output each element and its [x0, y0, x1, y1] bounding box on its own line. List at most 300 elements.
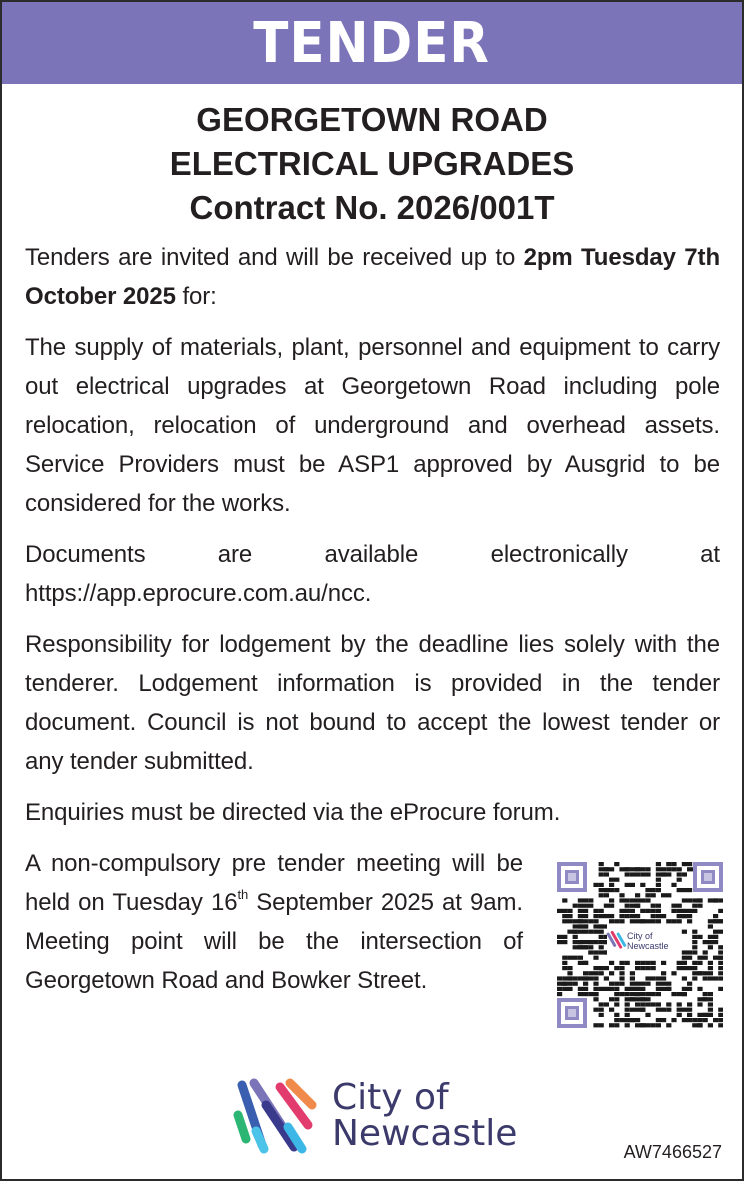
qr-module [578, 940, 583, 944]
meeting-part-1: A non-compulsory pre tender meeting will be held on Tuesday 16 [25, 850, 523, 916]
qr-module [614, 1002, 619, 1006]
qr-module [708, 992, 713, 996]
qr-module [604, 872, 609, 876]
qr-module [578, 898, 583, 902]
qr-module [583, 919, 588, 923]
qr-code[interactable] [557, 862, 723, 1028]
qr-module [692, 940, 697, 944]
qr-module [687, 919, 692, 923]
qr-module [640, 1002, 645, 1006]
logo-line-2: Newcastle [332, 1113, 518, 1154]
qr-module [573, 904, 578, 908]
qr-module [573, 935, 578, 939]
qr-module [718, 945, 723, 949]
qr-module [614, 888, 619, 892]
qr-module [630, 971, 635, 975]
qr-module [703, 971, 713, 975]
qr-module [656, 862, 661, 866]
intro-tail: for: [175, 283, 217, 310]
qr-module [692, 961, 697, 965]
qr-module [656, 919, 661, 923]
logo-line-1: City of [332, 1077, 449, 1118]
qr-module [682, 872, 687, 876]
qr-module [645, 982, 650, 986]
qr-module [635, 987, 645, 991]
qr-module [599, 1002, 604, 1006]
qr-module [609, 987, 614, 991]
notice-body [2, 238, 742, 1028]
qr-module [677, 919, 682, 923]
qr-module [583, 976, 593, 980]
qr-module [718, 919, 723, 923]
qr-module [640, 1008, 645, 1012]
qr-module [713, 930, 723, 934]
qr-module [599, 966, 604, 970]
qr-module [671, 919, 676, 923]
qr-module [593, 987, 598, 991]
qr-module [625, 1023, 630, 1027]
qr-module [718, 1018, 723, 1022]
qr-module [645, 888, 655, 892]
meeting-part-2: September 2025 at 9am. Meeting point will be the intersection of Georgetown Road and Bowker Street. [25, 889, 523, 994]
qr-module [562, 961, 567, 965]
qr-module [718, 1013, 723, 1017]
qr-module [609, 997, 614, 1001]
qr-module [625, 867, 630, 871]
qr-module [583, 961, 588, 965]
qr-module [713, 1018, 718, 1022]
qr-module [682, 976, 687, 980]
qr-module [619, 961, 624, 965]
tender-banner [2, 2, 742, 84]
qr-module [625, 909, 630, 913]
qr-module [635, 1002, 640, 1006]
qr-module [640, 1023, 650, 1027]
banner-title: TENDER [253, 10, 491, 76]
qr-module [656, 888, 661, 892]
qr-module [718, 966, 723, 970]
qr-module [609, 883, 614, 887]
qr-module [687, 1002, 692, 1006]
qr-module [614, 1013, 619, 1017]
qr-module [677, 888, 687, 892]
qr-module [593, 883, 598, 887]
qr-module [656, 914, 661, 918]
qr-module [692, 930, 697, 934]
qr-module [661, 872, 671, 876]
qr-module [599, 883, 604, 887]
qr-module [697, 898, 702, 902]
deadline-text: 2pm Tuesday 7th October 2025 [25, 244, 720, 310]
qr-module [593, 997, 598, 1001]
qr-module [557, 940, 567, 944]
qr-module [661, 961, 666, 965]
qr-module [718, 976, 723, 980]
qr-module [609, 914, 614, 918]
qr-module [557, 909, 567, 913]
qr-module [599, 909, 604, 913]
qr-module [583, 982, 588, 986]
qr-module [625, 1013, 630, 1017]
qr-module [713, 914, 718, 918]
qr-module [583, 924, 588, 928]
qr-module [593, 950, 598, 954]
qr-module [562, 982, 567, 986]
notice-heading [2, 98, 742, 230]
qr-module [687, 1013, 692, 1017]
qr-module [666, 987, 671, 991]
reference-number: AW7466527 [623, 1142, 722, 1162]
qr-module [614, 919, 619, 923]
qr-module [619, 982, 624, 986]
qr-module [666, 919, 671, 923]
qr-module [604, 1002, 609, 1006]
qr-module [599, 935, 604, 939]
qr-module [599, 945, 604, 949]
qr-module [604, 966, 609, 970]
qr-module [656, 1002, 661, 1006]
qr-module [671, 909, 676, 913]
qr-module [645, 992, 655, 996]
qr-module [645, 961, 650, 965]
heading-line-3: Contract No. 2026/001T [189, 189, 555, 226]
qr-module [703, 1018, 708, 1022]
qr-module [703, 997, 708, 1001]
qr-module [578, 987, 583, 991]
qr-module [656, 909, 661, 913]
qr-finder-top-right [693, 862, 723, 892]
qr-module [671, 883, 676, 887]
qr-module [604, 888, 614, 892]
qr-module [630, 997, 635, 1001]
qr-module [578, 904, 583, 908]
qr-module [588, 919, 593, 923]
qr-module [599, 1013, 604, 1017]
qr-module [614, 982, 619, 986]
qr-module [635, 1018, 640, 1022]
qr-module [557, 935, 567, 939]
qr-module [567, 956, 577, 960]
qr-module [692, 904, 697, 908]
qr-module [583, 992, 588, 996]
qr-module [593, 940, 598, 944]
qr-module [609, 878, 619, 882]
qr-module [593, 1023, 598, 1027]
qr-module [567, 966, 572, 970]
qr-module [697, 1002, 702, 1006]
qr-module [671, 904, 681, 908]
qr-module [562, 919, 572, 923]
qr-module [718, 987, 723, 991]
qr-module [656, 992, 661, 996]
qr-module [588, 945, 593, 949]
qr-module [640, 919, 645, 923]
qr-module [604, 904, 609, 908]
qr-module [635, 867, 645, 871]
qr-module [682, 862, 692, 866]
qr-module [630, 976, 635, 980]
notice-footer [2, 1059, 742, 1179]
qr-module [718, 956, 723, 960]
qr-module [583, 914, 588, 918]
qr-module [614, 997, 619, 1001]
qr-module [718, 1023, 723, 1027]
qr-module [692, 950, 697, 954]
qr-module [625, 904, 630, 908]
qr-module [671, 862, 676, 866]
qr-module [677, 867, 682, 871]
qr-module [619, 914, 624, 918]
qr-module [651, 1002, 656, 1006]
qr-module [573, 982, 578, 986]
qr-module [599, 872, 604, 876]
qr-code-graphic [557, 862, 723, 1028]
qr-module [578, 909, 588, 913]
qr-module [609, 898, 614, 902]
qr-module [661, 893, 671, 897]
qr-module [666, 867, 671, 871]
qr-module [619, 898, 629, 902]
qr-module [697, 1023, 702, 1027]
qr-module [593, 982, 598, 986]
qr-module [651, 1023, 656, 1027]
qr-module [593, 919, 598, 923]
qr-module [718, 898, 723, 902]
qr-module [567, 909, 572, 913]
qr-module [718, 971, 723, 975]
qr-module [625, 872, 630, 876]
documents-url[interactable]: https://app.eprocure.com.au/ncc. [25, 580, 372, 607]
qr-module [692, 935, 697, 939]
qr-module [666, 862, 671, 866]
qr-module [692, 945, 697, 949]
qr-module [677, 1008, 687, 1012]
qr-module [578, 919, 583, 923]
qr-module [609, 1008, 614, 1012]
qr-module [677, 872, 682, 876]
qr-module [645, 909, 650, 913]
city-of-newcastle-logo [232, 1075, 517, 1157]
qr-module [687, 982, 692, 986]
intro-lead: Tenders are invited and will be received up to [25, 244, 524, 271]
qr-module [708, 966, 713, 970]
qr-module [697, 956, 707, 960]
heading-line-2: ELECTRICAL UPGRADES [169, 145, 575, 182]
qr-module [697, 987, 702, 991]
qr-module [599, 1008, 604, 1012]
qr-module [640, 872, 650, 876]
qr-module [635, 961, 640, 965]
qr-module [619, 919, 624, 923]
qr-module [573, 930, 578, 934]
qr-logo-line-2: Newcastle [627, 941, 669, 951]
qr-module [562, 966, 567, 970]
qr-module [656, 883, 661, 887]
qr-module [656, 904, 661, 908]
qr-module [661, 982, 671, 986]
qr-module [718, 950, 723, 954]
qr-module [682, 898, 692, 902]
qr-module [614, 1023, 619, 1027]
qr-module [661, 976, 666, 980]
qr-module [703, 992, 708, 996]
qr-module [708, 961, 713, 965]
qr-module [682, 956, 692, 960]
qr-module [666, 1002, 671, 1006]
qr-module [651, 904, 656, 908]
qr-module [671, 992, 676, 996]
qr-module [708, 924, 713, 928]
qr-module [656, 1023, 661, 1027]
qr-module [656, 878, 661, 882]
qr-module [625, 1008, 630, 1012]
meeting-section [25, 844, 720, 1028]
qr-module [697, 961, 702, 965]
qr-module [630, 914, 635, 918]
qr-module [682, 961, 687, 965]
qr-module [635, 904, 640, 908]
qr-module [651, 966, 656, 970]
qr-module [708, 997, 713, 1001]
qr-module [708, 1013, 713, 1017]
qr-module [640, 961, 645, 965]
qr-module [609, 1023, 614, 1027]
qr-module [604, 976, 609, 980]
qr-module [718, 961, 723, 965]
qr-module [578, 956, 583, 960]
meeting-text [25, 844, 523, 1028]
qr-module [656, 982, 661, 986]
qr-module [630, 982, 635, 986]
qr-module [567, 971, 572, 975]
qr-finder-top-left [557, 862, 587, 892]
qr-module [687, 966, 697, 970]
meeting-ordinal: th [237, 887, 249, 902]
qr-module [573, 976, 578, 980]
qr-module [588, 971, 598, 975]
qr-module [625, 883, 635, 887]
responsibility-paragraph: Responsibility for lodgement by the deadline lies solely with the tenderer. Lodgement information is provided in the tender document. Council is not bound to accept the lowest tender or any tender submitted. [25, 631, 720, 775]
meeting-paragraph [25, 844, 523, 1000]
qr-module [661, 1008, 666, 1012]
qr-module [619, 966, 624, 970]
qr-module [692, 1018, 697, 1022]
qr-finder-bottom-left [557, 998, 587, 1028]
qr-module [599, 987, 609, 991]
qr-module [645, 867, 650, 871]
qr-module [599, 862, 604, 866]
qr-module [697, 935, 702, 939]
qr-module [630, 1018, 635, 1022]
qr-module [718, 1008, 723, 1012]
qr-module [651, 961, 656, 965]
qr-module [713, 898, 718, 902]
qr-module [557, 987, 562, 991]
logo-wordmark [332, 1077, 518, 1154]
qr-module [718, 909, 723, 913]
qr-module [599, 971, 604, 975]
qr-module [630, 1008, 635, 1012]
qr-module [593, 930, 603, 934]
qr-module [656, 1008, 661, 1012]
qr-module [635, 914, 640, 918]
qr-module [604, 893, 609, 897]
qr-module [687, 914, 692, 918]
qr-module [661, 971, 666, 975]
qr-module [593, 1008, 598, 1012]
qr-module [609, 961, 614, 965]
qr-module [697, 971, 702, 975]
qr-module [578, 930, 583, 934]
enquiries-paragraph: Enquiries must be directed via the eProcure forum. [25, 799, 561, 826]
qr-module [661, 1018, 666, 1022]
qr-module [651, 914, 656, 918]
qr-module [713, 935, 718, 939]
qr-module [614, 862, 619, 866]
qr-module [567, 976, 572, 980]
qr-module [599, 914, 609, 918]
qr-module [588, 930, 593, 934]
qr-module [661, 914, 666, 918]
qr-module [656, 987, 661, 991]
qr-module [656, 1018, 661, 1022]
qr-module [645, 976, 655, 980]
qr-module [593, 914, 598, 918]
qr-module [625, 914, 630, 918]
qr-module [635, 898, 645, 902]
qr-module [645, 1013, 650, 1017]
qr-module [713, 976, 718, 980]
qr-module [562, 914, 572, 918]
qr-module [583, 971, 588, 975]
qr-module [645, 1002, 650, 1006]
qr-module [578, 914, 583, 918]
qr-module [630, 872, 635, 876]
qr-module [682, 930, 687, 934]
qr-module [609, 867, 614, 871]
qr-module [708, 976, 713, 980]
qr-module [562, 987, 572, 991]
qr-module [625, 1002, 630, 1006]
qr-module [671, 971, 676, 975]
qr-module [614, 987, 619, 991]
qr-module [562, 898, 567, 902]
qr-module [583, 930, 588, 934]
qr-module [635, 982, 645, 986]
qr-module [656, 867, 661, 871]
qr-module [677, 909, 687, 913]
qr-module [609, 919, 614, 923]
heading-line-1: GEORGETOWN ROAD [196, 101, 548, 138]
qr-module [692, 976, 697, 980]
qr-module [656, 976, 661, 980]
qr-module [635, 966, 640, 970]
qr-module [583, 898, 588, 902]
qr-module [703, 976, 708, 980]
qr-module [645, 966, 650, 970]
qr-module [645, 898, 650, 902]
qr-logo-line-1: City of [627, 931, 653, 941]
qr-module [651, 909, 656, 913]
qr-module [583, 987, 588, 991]
qr-module [635, 992, 645, 996]
qr-module [635, 872, 640, 876]
qr-module [614, 966, 619, 970]
qr-module [562, 956, 567, 960]
qr-module [703, 950, 708, 954]
qr-module [682, 992, 687, 996]
qr-module [619, 976, 624, 980]
